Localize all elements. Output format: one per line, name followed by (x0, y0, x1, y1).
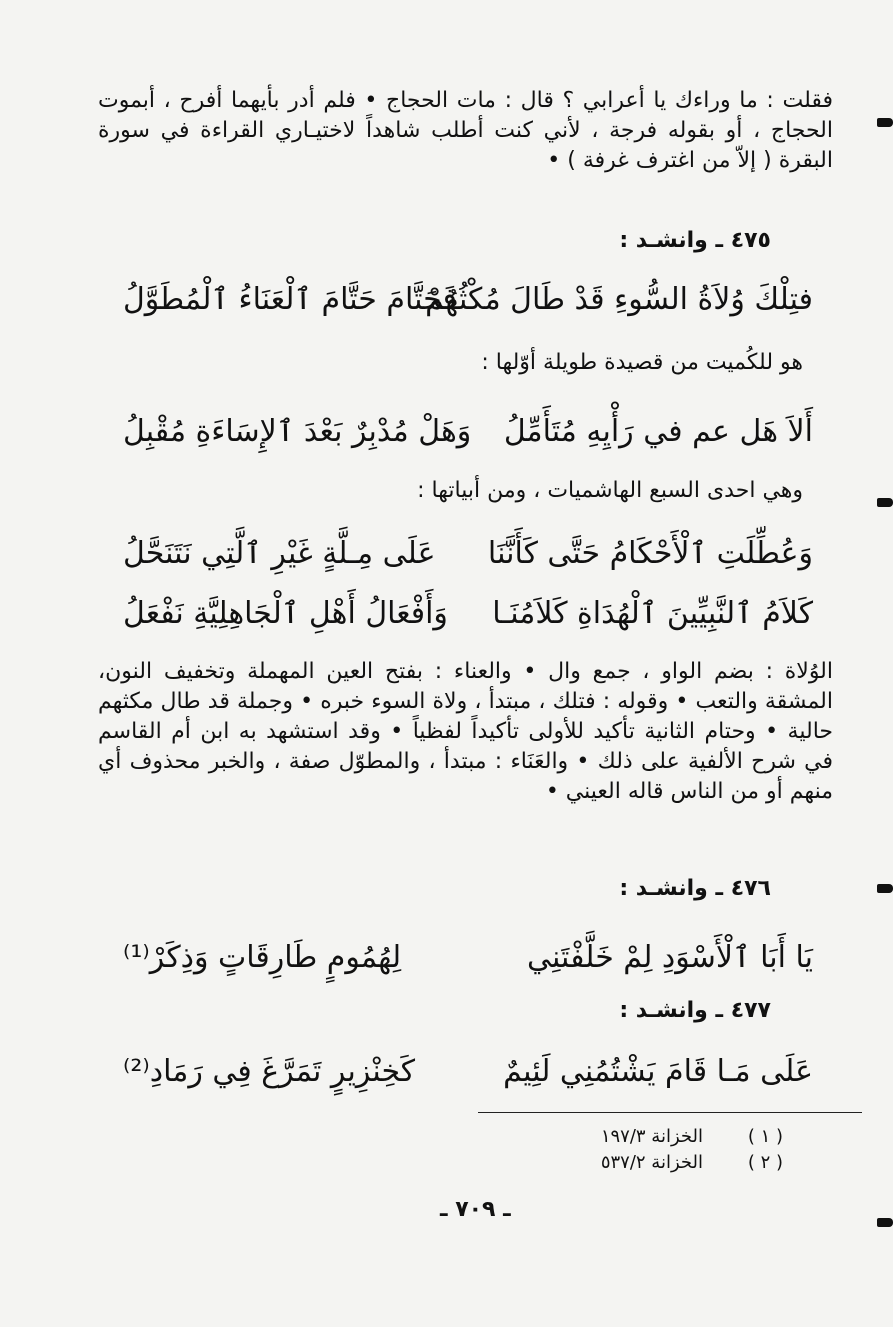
verse-477-first-hemistich: عَلَى مَـا قَامَ يَشْتُمُنِي لَئِيمٌ (503, 1054, 813, 1089)
verse-opening-first-hemistich: أَلاَ هَل عم في رَأْيِهِ مُتَأَمِّلُ (503, 414, 813, 449)
commentary-paragraph: الوُلاة : بضم الواو ، جمع وال • والعناء : بفتح العين المهملة وتخفيف النون، المشقة والتعب • وقوله : فتلك ، مبتدأ ، ولاة السوء خبره • وجملة قد طال مكثهم حالية • وحتام الثانية تأكيد للأولى تأكيداً لفظياً • وقد استشهد به ابن أم القاسم في شرح الألفية على ذلك • والعَنَاء : مبتدأ ، والمطوّل صفة ، والخبر محذوف أي منهم أو من الناس قاله العيني • (98, 659, 833, 804)
footnote-1-number: ( ١ ) (747, 1126, 783, 1147)
margin-mark (877, 884, 893, 893)
footnote-2-number: ( ٢ ) (747, 1152, 783, 1173)
verse-hashimiyyat-2 (123, 586, 813, 642)
verse-opening-second-hemistich: وَهَلْ مُدْبِرٌ بَعْدَ ٱلإِسَاءَةِ مُقْبِلُ (123, 414, 472, 449)
verse-hashimiyyat-1 (123, 526, 813, 582)
verse-476-second-hemistich: لِهُمُومٍ طَارِقَاتٍ وَذِكَرْ⁽¹⁾ (123, 940, 402, 975)
footnote-1-text: الخزانة ١٩٧/٣ (600, 1126, 703, 1147)
verse-477 (123, 1044, 813, 1100)
verse-475-second-hemistich: فَحَتَّامَ حَتَّامَ ٱلْعَنَاءُ ٱلْمُطَوَّلُ (123, 282, 457, 317)
heading-verse-475: ٤٧٥ ـ وانشـد : (619, 228, 771, 253)
verse-opening (123, 404, 813, 460)
footnote-2-text: الخزانة ٥٣٧/٢ (600, 1152, 703, 1173)
opening-paragraph: فقلت : ما وراءك يا أعرابي ؟ قال : مات الحجاج • فلم أدر بأيهما أفرح ، أبموت الحجاج ، أو بقوله فرجة ، لأني كنت أطلب شاهداً لاختيـاري القراءة في سورة البقرة ( إلاّ من اغترف غرفة ) • (98, 88, 833, 173)
footnote-separator (478, 1112, 862, 1113)
verse-476-first-hemistich: يَا أَبَا ٱلْأَسْوَدِ لِمْ خَلَّفْتَنِي (526, 940, 813, 975)
attribution-line: هو للكُميت من قصيدة طويلة أوّلها : (481, 350, 803, 375)
verse-hashimiyyat-1-first-hemistich: وَعُطِّلَتِ ٱلْأَحْكَامُ حَتَّى كَأَنَّنَا (487, 536, 813, 571)
verse-475-first-hemistich: فتِلْكَ وُلاَةُ السُّوءِ قَدْ طَالَ مُكْثُهُمْ (425, 282, 813, 317)
footnote-2 (0, 1152, 893, 1176)
margin-mark (877, 1218, 893, 1227)
margin-mark (877, 118, 893, 127)
heading-verse-476: ٤٧٦ ـ وانشـد : (619, 876, 771, 901)
verse-hashimiyyat-2-first-hemistich: كَلاَمُ ٱلنَّبِيِّينَ ٱلْهُدَاةِ كَلاَمُنَـا (492, 596, 813, 631)
verse-477-second-hemistich: كَخِنْزِيرٍ تَمَرَّغَ فِي رَمَادِ⁽²⁾ (123, 1054, 416, 1089)
hashimiyyat-intro: وهي احدى السبع الهاشميات ، ومن أبياتها : (417, 478, 803, 503)
heading-verse-477: ٤٧٧ ـ وانشـد : (619, 998, 771, 1023)
margin-mark (877, 498, 893, 507)
page-number: ـ ٧٠٩ ـ (440, 1197, 511, 1222)
verse-476 (123, 930, 813, 986)
verse-475 (123, 272, 813, 328)
verse-hashimiyyat-1-second-hemistich: عَلَى مِـلَّةٍ غَيْرِ ٱلَّتِي نَتَنَحَّلُ (123, 536, 436, 571)
footnote-1 (0, 1126, 893, 1150)
verse-hashimiyyat-2-second-hemistich: وَأَفْعَالُ أَهْلِ ٱلْجَاهِلِيَّةِ نَفْعَلُ (123, 596, 448, 631)
